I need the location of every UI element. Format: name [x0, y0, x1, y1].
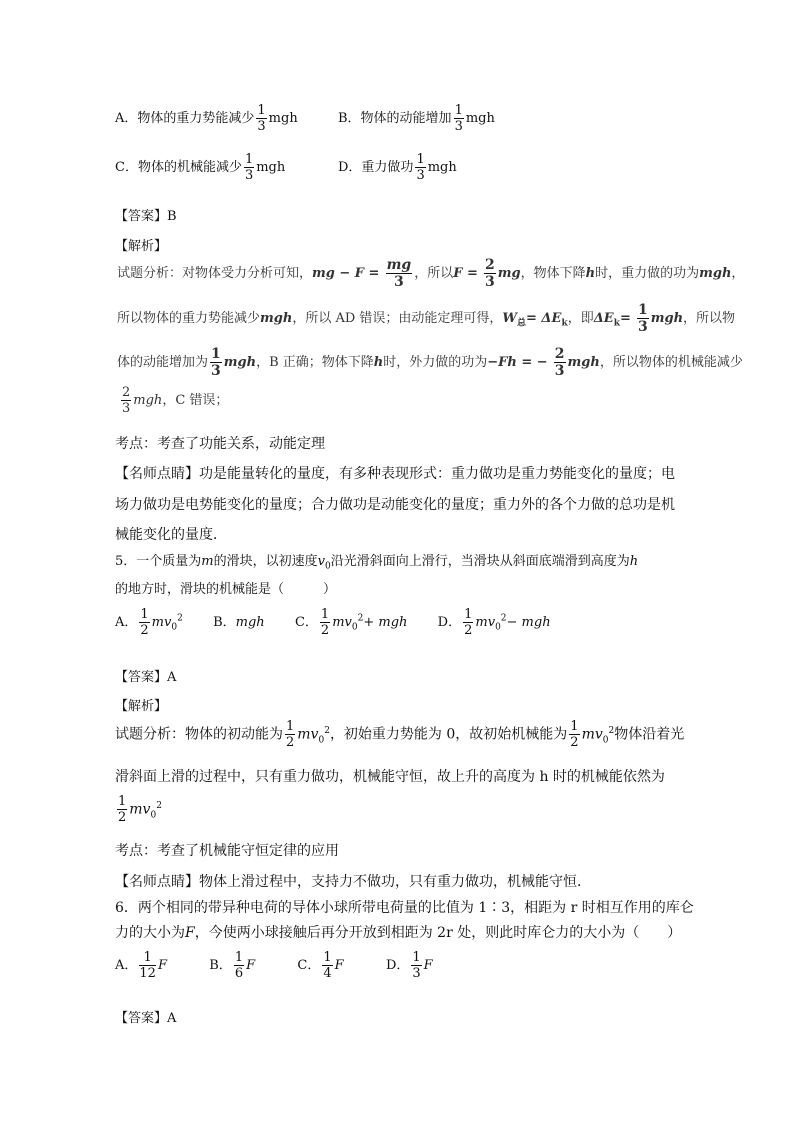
- fraction: $\frac{1}{3}$: [211, 346, 221, 379]
- q5-stem-line2: 的地方时，滑块的机械能是（ ）: [115, 582, 337, 597]
- fraction: $\frac{1}{3}$: [638, 302, 648, 335]
- q5-stem-line1: 5．一个质量为m的滑块，以初速度$v_0$沿光滑斜面向上滑行，当滑块从斜面底端滑到高度为h: [115, 554, 639, 572]
- q5-option-d: D． $\frac{1}{2}$ $mv_0^2-$ mgh: [437, 607, 551, 638]
- fraction: $\frac{1}{3}$: [454, 103, 463, 134]
- fraction: $\frac{1}{12}$: [139, 950, 156, 981]
- q4-teacher-line1: 【名师点睛】功是能量转化的量度，有多种表现形式：重力做功是重力势能变化的量度；电: [115, 466, 675, 482]
- q4-option-b: [338, 104, 495, 133]
- q5-option-b: B．mgh: [213, 615, 265, 630]
- fraction: $\frac{2}{3}$: [485, 257, 495, 290]
- q6-option-b: B． $\frac{1}{6}$ F: [209, 950, 256, 981]
- q4-teacher-line2: 场力做功是电势能变化的量度；合力做功是动能变化的量度；重力外的各个力做的总功是机: [115, 497, 675, 513]
- fraction: $\frac{1}{3}$: [412, 950, 421, 981]
- q4-analysis-line1: 试题分析：对物体受力分析可知，mg − F = $\frac{mg}{3}$ ，所以F = $\frac{2}{3}$ mg，物体下降h时，重力做的功为mgh，: [117, 257, 745, 290]
- q4-teacher-line3: 械能变化的量度．: [115, 527, 227, 543]
- fraction: $\frac{1}{3}$: [416, 152, 425, 183]
- q4-analysis-line2: 所以物体的重力势能减少mgh，所以 AD 错误；由动能定理可得，$W_总= \Delta E_k$，即$\Delta E_k=$ $\frac{1}{3}$ mgh，所以物: [117, 302, 736, 335]
- q5-analysis-line1: 试题分析：物体的初动能为 $\frac{1}{2}$ $mv_0^2$，初始重力势能为 0，故初始机械能为 $\frac{1}{2}$ $mv_0^2$物体沿着光: [115, 719, 685, 750]
- fraction: $\frac{mg}{3}$: [386, 257, 412, 290]
- fraction: $\frac{2}{3}$: [122, 385, 131, 416]
- q4-analysis-title: 【解析】: [115, 239, 168, 254]
- q4-option-d-text: D．重力做功: [338, 160, 414, 175]
- q5-analysis-title: 【解析】: [115, 699, 168, 714]
- mgh-text: mgh: [465, 111, 495, 126]
- fraction: $\frac{1}{4}$: [323, 950, 332, 981]
- q6-options: [115, 951, 433, 980]
- q4-kaodian: 考点：考查了功能关系，动能定理: [115, 436, 325, 452]
- q4-option-c: [115, 153, 285, 182]
- q5-answer: 【答案】A: [115, 670, 177, 685]
- fraction: $\frac{1}{2}$: [118, 794, 127, 825]
- fraction: $\frac{1}{2}$: [570, 719, 579, 750]
- fraction: $\frac{1}{2}$: [286, 719, 295, 750]
- q4-analysis-line3: 体的动能增加为 $\frac{1}{3}$ mgh，B 正确；物体下降h时，外力做的功为−Fh = − $\frac{2}{3}$ mgh，所以物体的机械能减少: [117, 346, 743, 379]
- fraction: $\frac{1}{2}$: [464, 607, 473, 638]
- q4-answer: 【答案】B: [115, 209, 177, 224]
- mgh-text: mgh: [256, 160, 286, 175]
- q4-option-c-text: C．物体的机械能减少: [115, 160, 242, 175]
- q6-stem-line2: 力的大小为F，今使两小球接触后再分开放到相距为 2r 处，则此时库仑力的大小为（ ）: [115, 925, 682, 941]
- q4-option-b-text: B．物体的动能增加: [338, 111, 452, 126]
- q5-option-a: A． $\frac{1}{2}$ $mv_0^2$: [115, 607, 183, 638]
- fraction: $\frac{1}{3}$: [257, 103, 266, 134]
- fraction: $\frac{2}{3}$: [554, 346, 565, 379]
- mgh-text: mgh: [427, 160, 457, 175]
- q6-option-a: A． $\frac{1}{12}$ F: [115, 950, 167, 981]
- q6-option-c: C． $\frac{1}{4}$ F: [297, 950, 344, 981]
- q5-analysis-line2: 滑斜面上滑的过程中，只有重力做功，机械能守恒，故上升的高度为 h 时的机械能依然为: [115, 769, 665, 785]
- q6-option-d: D． $\frac{1}{3}$ F: [385, 950, 433, 981]
- q5-kaodian: 考点：考查了机械能守恒定律的应用: [115, 843, 339, 859]
- q6-stem-line1: 6．两个相同的带异种电荷的导体小球所带电荷量的比值为 1∶3，相距为 r 时相互作用的库仑: [115, 900, 694, 916]
- q5-teacher: 【名师点睛】物体上滑过程中，支持力不做功，只有重力做功，机械能守恒．: [115, 874, 591, 890]
- q5-options: [115, 608, 551, 637]
- q4-option-d: [338, 153, 457, 182]
- fraction: $\frac{1}{6}$: [234, 950, 244, 981]
- q6-answer: 【答案】A: [115, 1011, 177, 1026]
- mgh-text: mgh: [268, 111, 298, 126]
- q4-analysis-line4: $\frac{2}{3}$ mgh，C 错误；: [122, 385, 229, 416]
- fraction: $\frac{1}{3}$: [244, 152, 254, 183]
- q5-option-c: C． $\frac{1}{2}$ $mv_0^2+$ mgh: [294, 607, 408, 638]
- fraction: $\frac{1}{2}$: [320, 607, 330, 638]
- q4-option-a: [115, 104, 298, 133]
- q5-analysis-line3: $\frac{1}{2}$ $mv_0^2$: [118, 794, 162, 825]
- q4-option-a-text: A．物体的重力势能减少: [115, 111, 255, 126]
- fraction: $\frac{1}{2}$: [140, 607, 149, 638]
